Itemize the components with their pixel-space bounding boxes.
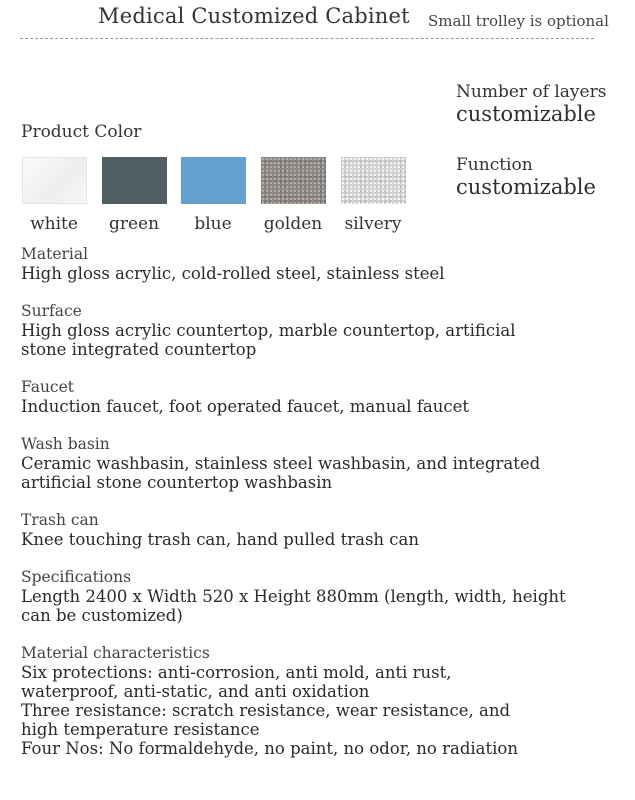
spec-trash-can <box>21 511 621 549</box>
page-title: Medical Customized Cabinet <box>98 4 410 28</box>
layers-label: Number of layers <box>456 82 607 102</box>
spec-line: Three resistance: scratch resistance, wear resistance, and high temperature resistance <box>21 701 511 739</box>
swatch-green <box>102 157 167 204</box>
spec-faucet <box>21 378 621 416</box>
header-divider <box>20 38 594 39</box>
layers-customizable <box>456 82 606 126</box>
spec-line: Four Nos: No formaldehyde, no paint, no odor, no radiation <box>21 739 518 758</box>
spec-value: Knee touching trash can, hand pulled trash can <box>21 530 419 549</box>
spec-material <box>21 245 621 283</box>
swatch-white <box>22 157 87 204</box>
swatch-label-golden: golden <box>263 214 323 234</box>
function-label: Function <box>456 155 533 175</box>
swatch-blue <box>181 157 246 204</box>
spec-wash-basin <box>21 435 621 492</box>
swatch-label-green: green <box>108 214 160 234</box>
spec-line: Six protections: anti-corrosion, anti mold, anti rust, waterproof, anti-static, and anti oxidation <box>21 663 452 701</box>
trolley-note: Small trolley is optional <box>428 12 609 30</box>
spec-value: Ceramic washbasin, stainless steel washbasin, and integrated artificial stone countertop washbasin <box>21 454 541 492</box>
spec-value: Length 2400 x Width 520 x Height 880mm (length, width, height can be customized) <box>21 587 566 625</box>
spec-material-characteristics <box>21 644 621 758</box>
spec-label: Faucet <box>21 378 75 396</box>
spec-list <box>21 245 621 777</box>
spec-value: Induction faucet, foot operated faucet, manual faucet <box>21 397 470 416</box>
swatch-label-silvery: silvery <box>344 214 402 234</box>
spec-label: Surface <box>21 302 82 320</box>
function-value: customizable <box>456 175 596 199</box>
swatch-golden <box>261 157 326 204</box>
spec-label: Material <box>21 245 89 263</box>
spec-label: Material characteristics <box>21 644 210 662</box>
spec-value: High gloss acrylic, cold-rolled steel, stainless steel <box>21 264 445 283</box>
swatch-label-white: white <box>30 214 78 234</box>
spec-specifications <box>21 568 621 625</box>
swatch-label-blue: blue <box>194 214 232 234</box>
spec-label: Specifications <box>21 568 132 586</box>
spec-label: Wash basin <box>21 435 110 453</box>
spec-label: Trash can <box>21 511 99 529</box>
product-color-heading: Product Color <box>21 122 142 142</box>
swatch-silvery <box>341 157 406 204</box>
spec-surface <box>21 302 621 359</box>
spec-value: High gloss acrylic countertop, marble countertop, artificial stone integrated countertop <box>21 321 516 359</box>
layers-value: customizable <box>456 102 596 126</box>
function-customizable <box>456 155 596 199</box>
